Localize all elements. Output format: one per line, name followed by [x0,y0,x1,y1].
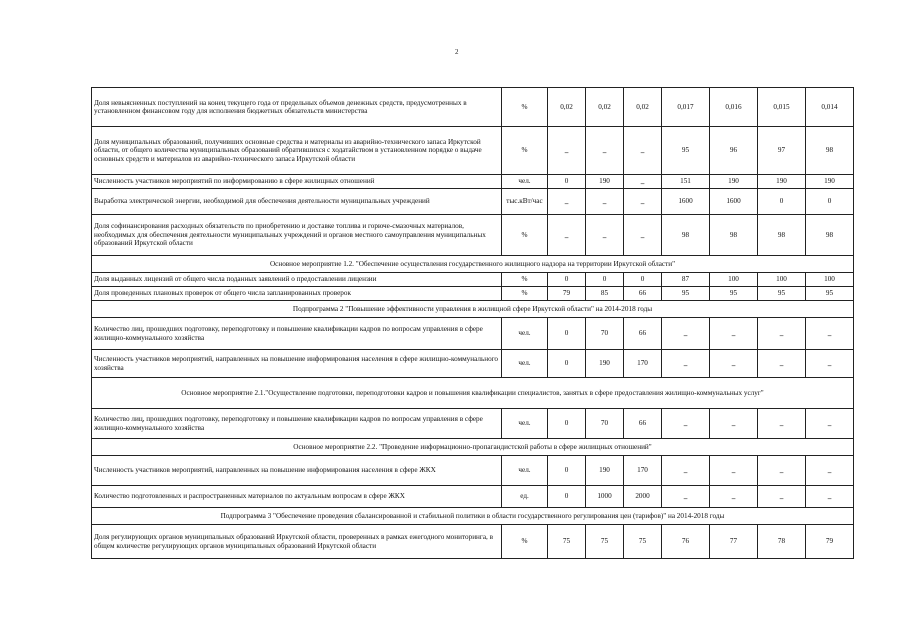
indicator-unit: % [502,525,548,559]
indicator-value: 0 [548,175,586,189]
indicator-value: 98 [806,127,854,175]
indicator-value: 1600 [662,189,710,215]
indicator-value: 0 [548,350,586,378]
indicator-value: 190 [586,456,624,486]
table-row [92,409,854,439]
indicator-value: 0 [758,189,806,215]
indicator-value: 95 [710,287,758,301]
section-title: Подпрограмма 3 "Обеспечение проведения сбалансированной и стабильной политики в области государственного регулирования цен (тарифов)" на 2014-2018 годы [92,508,854,525]
table-row [92,127,854,175]
indicator-value: _ [758,456,806,486]
indicator-value: 2000 [624,486,662,508]
indicator-value: 66 [624,318,662,350]
indicator-value: 0,015 [758,88,806,127]
table-row [92,175,854,189]
indicator-unit: чел. [502,318,548,350]
indicator-value: 0 [548,486,586,508]
indicator-value: _ [758,486,806,508]
indicator-value: _ [624,215,662,256]
indicator-value: 0,016 [710,88,758,127]
indicator-name: Доля проведенных плановых проверок от общего числа запланированных проверок [92,287,502,301]
indicator-name: Численность участников мероприятий, направленных на повышение информирования населения в сфере ЖКХ [92,456,502,486]
indicator-value: 0,014 [806,88,854,127]
indicators-table [91,87,854,559]
indicator-name: Количество лиц, прошедших подготовку, переподготовку и повышение квалификации кадров по вопросам управления в сфере жилищно-коммунального хозяйства [92,318,502,350]
section-row [92,439,854,456]
indicator-name: Численность участников мероприятий по информированию в сфере жилищных отношений [92,175,502,189]
indicator-value: 0 [548,273,586,287]
indicator-value: 0 [806,189,854,215]
indicator-value: _ [662,409,710,439]
indicator-value: _ [806,350,854,378]
indicator-name: Численность участников мероприятий, направленных на повышение информирования населения в сфере жилищно-коммунального хозяйства [92,350,502,378]
indicator-value: 79 [806,525,854,559]
table-row [92,525,854,559]
indicator-value: 100 [758,273,806,287]
table-row [92,318,854,350]
indicator-name: Доля софинансирования расходных обязательств по приобретению и доставке топлива и горюче-смазочных материалов, необходимых для обеспечения деятельности муниципальных учреждений и органов местного самоуправления муниципальных образований Иркутской области [92,215,502,256]
indicator-value: _ [624,175,662,189]
indicator-value: 0 [624,273,662,287]
indicator-value: 0,02 [586,88,624,127]
indicator-value: 98 [758,215,806,256]
indicator-value: 1000 [586,486,624,508]
indicator-value: 190 [758,175,806,189]
table-row [92,215,854,256]
indicator-value: _ [758,350,806,378]
indicator-value: _ [806,486,854,508]
indicator-value: 98 [710,215,758,256]
indicator-value: 1600 [710,189,758,215]
indicator-value: _ [548,127,586,175]
section-row [92,378,854,409]
table-row [92,486,854,508]
indicator-value: _ [710,350,758,378]
indicator-value: 170 [624,456,662,486]
indicator-value: _ [758,318,806,350]
indicator-unit: ед. [502,486,548,508]
indicator-value: 96 [710,127,758,175]
indicator-value: 0 [548,456,586,486]
indicator-unit: чел. [502,175,548,189]
indicator-value: 95 [662,127,710,175]
table-row [92,273,854,287]
indicator-value: 66 [624,287,662,301]
section-row [92,508,854,525]
table-row [92,189,854,215]
indicator-unit: % [502,273,548,287]
table-row [92,88,854,127]
indicator-value: 79 [548,287,586,301]
indicator-unit: % [502,127,548,175]
page-number: 2 [455,48,459,56]
indicator-value: _ [662,350,710,378]
indicator-value: 190 [586,350,624,378]
indicator-name: Доля выданных лицензий от общего числа поданных заявлений о предоставлении лицензии [92,273,502,287]
indicator-name: Доля регулирующих органов муниципальных образований Иркутской области, проверенных в рамках ежегодного мониторинга, в общем количестве регулирующих органов муниципальных образований Иркутской области [92,525,502,559]
table-body [92,88,854,559]
indicator-value: _ [806,318,854,350]
indicator-value: 98 [806,215,854,256]
table-row [92,287,854,301]
indicator-value: 78 [758,525,806,559]
indicator-value: _ [710,486,758,508]
indicator-value: _ [806,456,854,486]
section-row [92,301,854,318]
section-title: Основное мероприятие 2.2. "Проведение информационно-пропагандистской работы в сфере жилищных отношений" [92,439,854,456]
indicator-value: _ [624,127,662,175]
indicator-value: 75 [624,525,662,559]
indicator-value: _ [662,486,710,508]
indicator-value: _ [586,127,624,175]
indicator-value: _ [548,215,586,256]
indicator-name: Выработка электрической энергии, необходимой для обеспечения деятельности муниципальных учреждений [92,189,502,215]
indicator-unit: тыс.кВт/час [502,189,548,215]
indicator-value: 100 [710,273,758,287]
indicator-unit: чел. [502,350,548,378]
indicator-value: 75 [548,525,586,559]
indicator-value: 0 [586,273,624,287]
indicator-value: 151 [662,175,710,189]
indicator-value: _ [586,215,624,256]
indicator-value: 85 [586,287,624,301]
indicator-value: 95 [662,287,710,301]
section-title: Основное мероприятие 2.1."Осуществление подготовки, переподготовки кадров и повышения квалификации специалистов, занятых в сфере предоставления жилищно-коммунальных услуг" [92,378,854,409]
indicator-value: _ [662,318,710,350]
indicator-value: _ [624,189,662,215]
indicator-value: _ [548,189,586,215]
indicator-value: 190 [806,175,854,189]
indicator-value: 0 [548,409,586,439]
indicator-value: 75 [586,525,624,559]
indicator-value: 0,017 [662,88,710,127]
table-row [92,456,854,486]
indicator-value: 0,02 [548,88,586,127]
table-row [92,350,854,378]
indicator-value: 98 [662,215,710,256]
indicator-value: 100 [806,273,854,287]
indicator-value: _ [586,189,624,215]
indicator-value: 190 [586,175,624,189]
indicator-value: 0,02 [624,88,662,127]
indicator-value: 77 [710,525,758,559]
indicator-value: 0 [548,318,586,350]
indicator-name: Количество подготовленных и распространенных материалов по актуальным вопросам в сфере ЖКХ [92,486,502,508]
indicator-unit: % [502,287,548,301]
indicator-value: _ [710,409,758,439]
indicator-unit: чел. [502,456,548,486]
section-row [92,256,854,273]
indicator-value: 95 [806,287,854,301]
indicator-value: _ [758,409,806,439]
indicator-value: _ [806,409,854,439]
section-title: Подпрограмма 2 "Повышение эффективности управления в жилищной сфере Иркутской области" на 2014-2018 годы [92,301,854,318]
indicator-value: 95 [758,287,806,301]
indicator-value: _ [710,456,758,486]
indicator-value: _ [710,318,758,350]
indicator-name: Доля невыясненных поступлений на конец текущего года от предельных объемов денежных средств, предусмотренных в установленном финансовом году для исполнения бюджетных обязательств министерства [92,88,502,127]
indicator-value: 190 [710,175,758,189]
indicator-value: _ [662,456,710,486]
indicator-unit: % [502,215,548,256]
section-title: Основное мероприятие 1.2. "Обеспечение осуществления государственного жилищного надзора на территории Иркутской области" [92,256,854,273]
indicator-value: 70 [586,318,624,350]
indicator-value: 70 [586,409,624,439]
indicator-value: 76 [662,525,710,559]
indicator-unit: чел. [502,409,548,439]
indicator-name: Доля муниципальных образований, получивших основные средства и материалы из аварийно-технического запаса Иркутской области, от общего количества муниципальных образований обратившихся с ходатайством в установленном порядке о выдаче основных средств и материалов из аварийно-технического запаса Иркутской области [92,127,502,175]
indicator-value: 97 [758,127,806,175]
indicator-unit: % [502,88,548,127]
indicator-value: 170 [624,350,662,378]
indicator-name: Количество лиц, прошедших подготовку, переподготовку и повышение квалификации кадров по вопросам управления в сфере жилищно-коммунального хозяйства [92,409,502,439]
indicator-value: 66 [624,409,662,439]
indicator-value: 87 [662,273,710,287]
